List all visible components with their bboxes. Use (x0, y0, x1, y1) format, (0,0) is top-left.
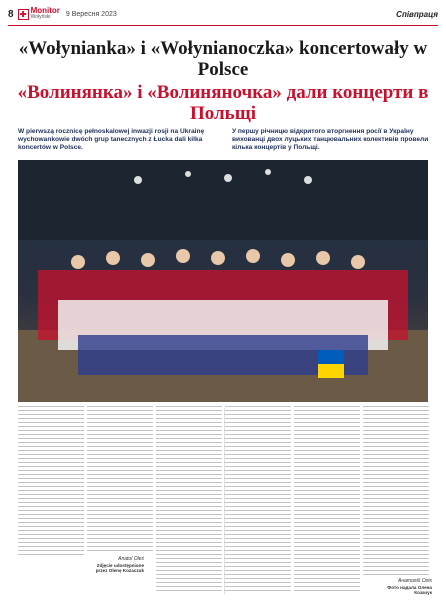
headline-ukrainian: «Волинянка» і «Волиняночка» дали концерти в Польщі (17, 82, 429, 124)
column-divider (224, 408, 225, 594)
issue-date: 9 Вересня 2023 (65, 10, 117, 18)
dancers-illustration (18, 160, 428, 402)
author-left: Anatol Oleś (118, 556, 144, 562)
page-number: 8 (8, 8, 14, 20)
body-column-2 (87, 406, 153, 552)
photo-credit-right: Фото надала Олена Козачук (387, 585, 432, 595)
lead-polish: W pierwszą rocznicę pełnoskalowej inwazji rosji na Ukrainę wychowankowie dwóch grup tanecznych z Łucka dali kilka koncertów w Polsce. (18, 128, 205, 151)
monitor-logo (18, 7, 60, 21)
logo-icon: ✚ (18, 9, 29, 20)
body-column-5 (294, 406, 360, 592)
author-right: Анатолій Оліх (397, 578, 432, 584)
body-column-3 (156, 406, 222, 592)
section-name: Співпраця (396, 9, 438, 19)
logo-main: Monitor (30, 6, 60, 15)
masthead (8, 4, 438, 24)
headline-polish: «Wołynianka» i «Wołynianoczka» koncertowały w Polsce (18, 38, 428, 80)
photo-credit-left: Zdjęcie udostępnione przez Olenę Kozaczuk (95, 563, 144, 573)
logo-sub: Wołyński (30, 14, 51, 20)
body-column-6 (363, 406, 429, 576)
masthead-rule (8, 25, 438, 26)
body-column-1 (18, 406, 84, 556)
body-column-4 (225, 406, 291, 592)
lead-ukrainian: У першу річницю відкритого вторгнення росії в Україну вихованці двох луцьких танцювальних колективів провели кілька концертів у Польщі. (232, 128, 429, 151)
group-photo (18, 160, 428, 402)
